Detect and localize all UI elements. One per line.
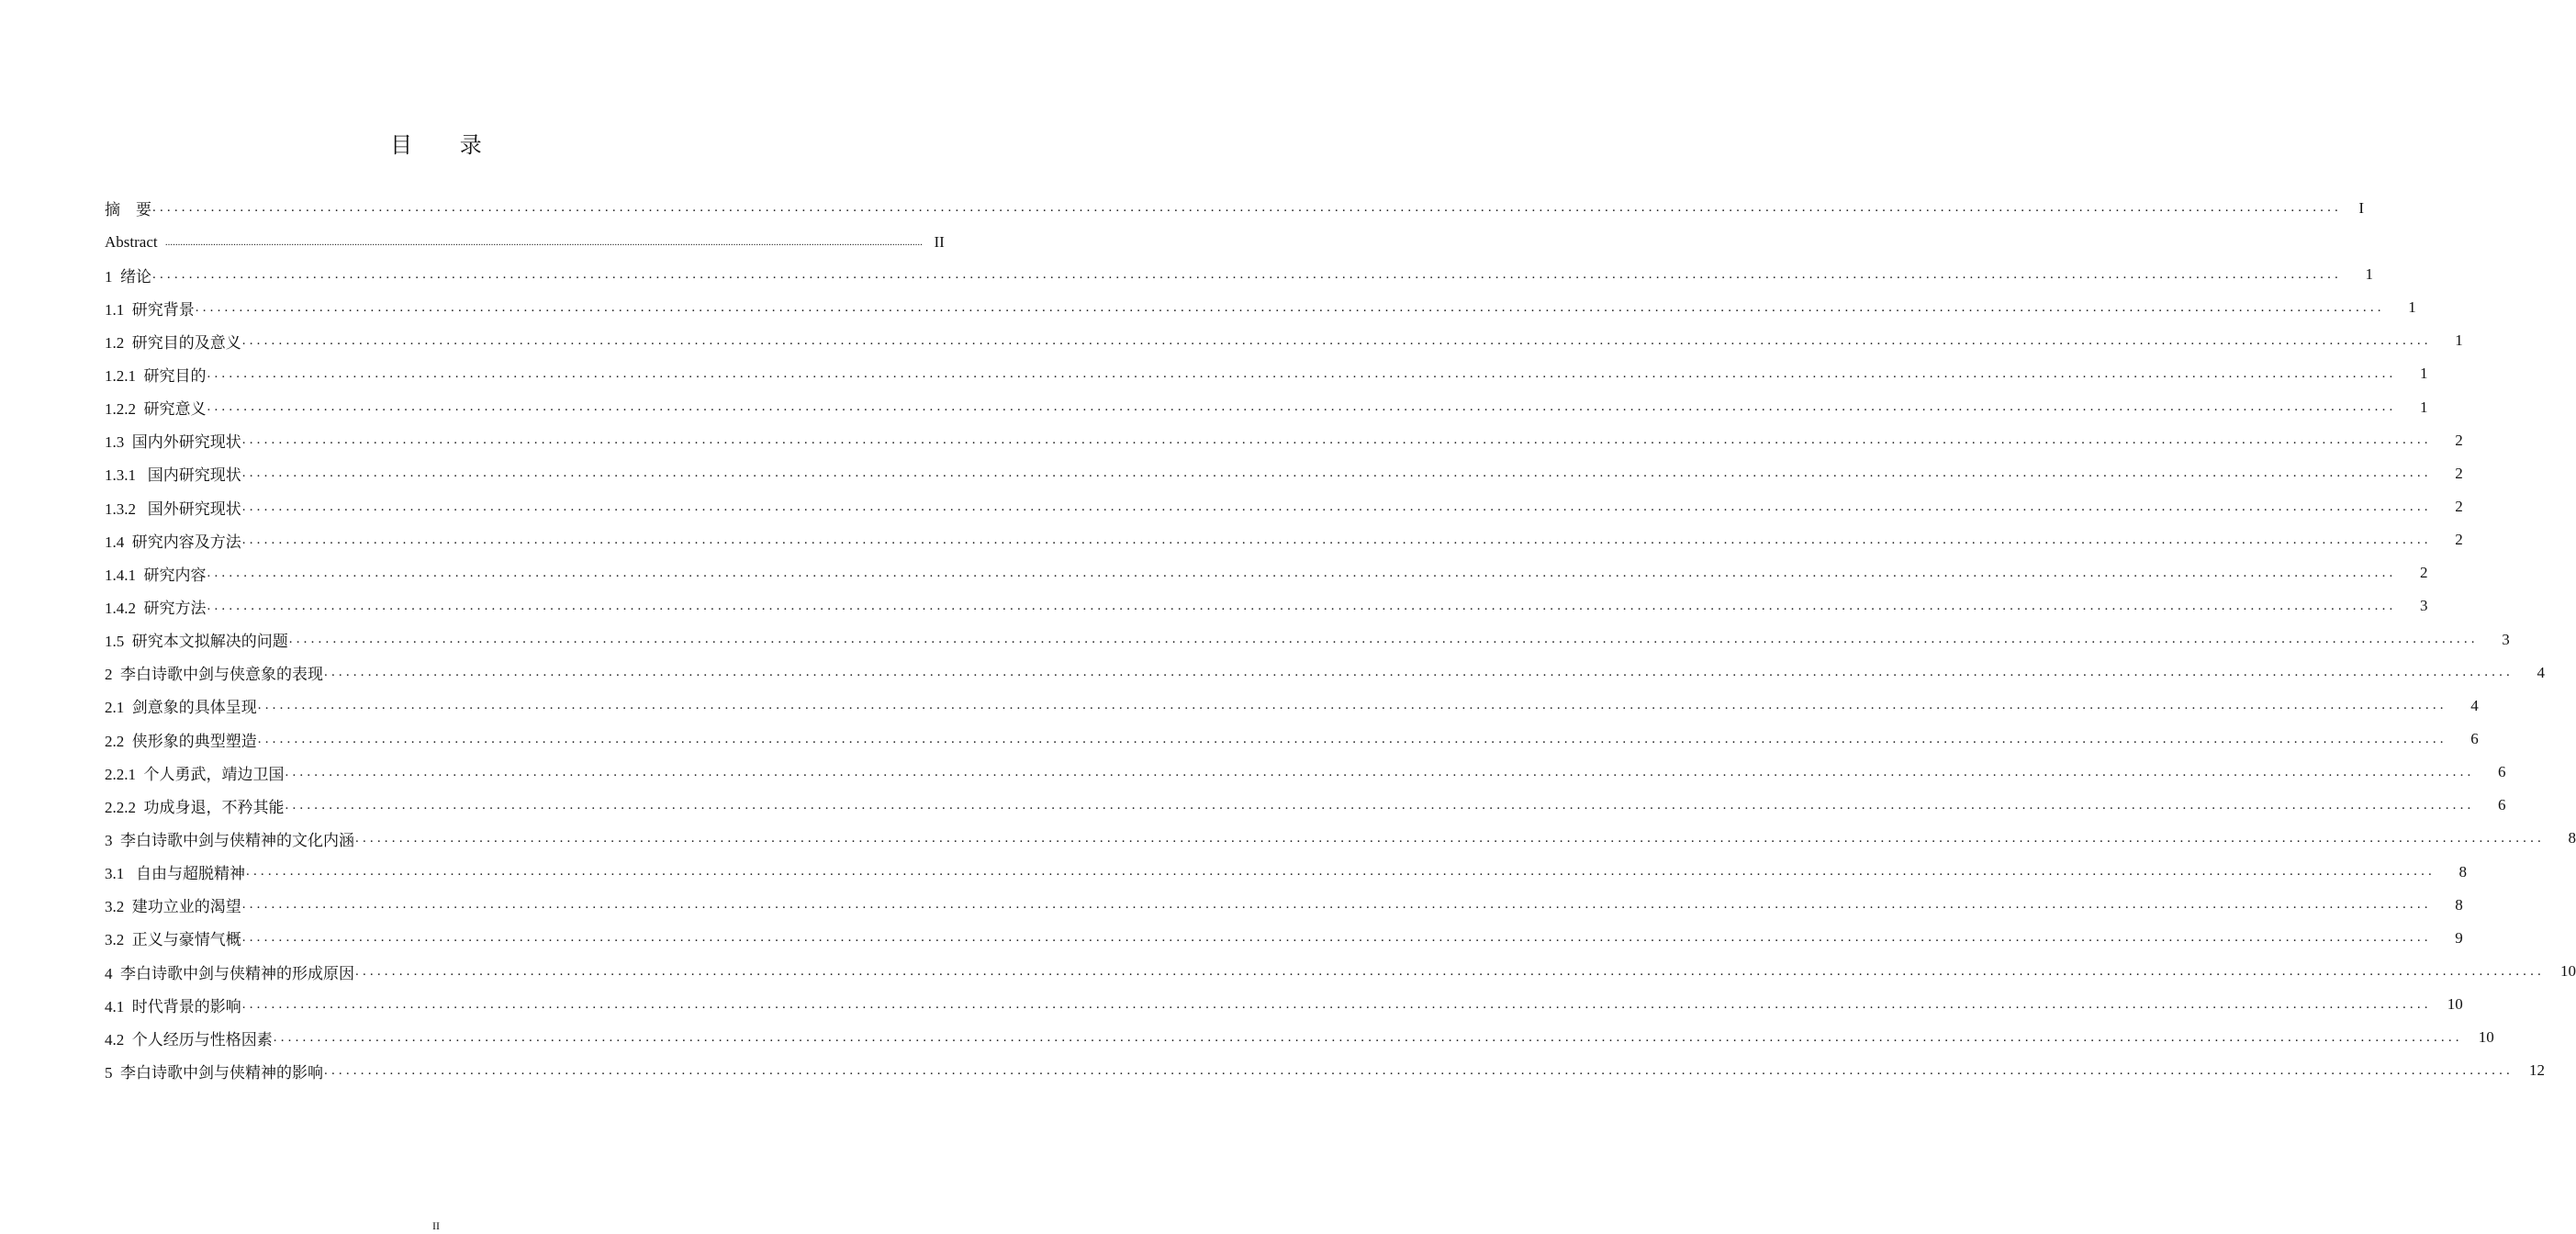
toc-leader-dots: ............................................................................................................................................................................................................................................................................................................: [152, 200, 2342, 215]
toc-leader-dots: ............................................................................................................................................................................................................................................................................................................: [257, 731, 2447, 746]
toc-entry-page: 10: [2447, 995, 2463, 1014]
toc-entry-page: 2: [2455, 464, 2463, 482]
toc-leader-dots: ............................................................................................................................................................................................................................................................................................................: [207, 365, 2397, 381]
toc-leader-dots: ............................................................................................................................................................................................................................................................................................................: [355, 963, 2545, 979]
toc-entry-label: 3 李白诗歌中剑与侠精神的文化内涵: [105, 831, 354, 849]
toc-entry[interactable]: [105, 1054, 2545, 1087]
toc-entry[interactable]: [105, 457, 2463, 490]
toc-entry-page: 2: [2455, 431, 2463, 449]
toc-entry-label: 1.1 研究背景: [105, 300, 195, 319]
toc-entry[interactable]: [105, 756, 2506, 789]
toc-leader-dots: ............................................................................................................................................................................................................................................................................................................: [241, 996, 2432, 1012]
toc-entry[interactable]: [105, 856, 2467, 889]
toc-entry-page: 10: [2560, 962, 2576, 981]
toc-entry-label: 2.2 侠形象的典型塑造: [105, 732, 257, 750]
toc-entry-page: 1: [2420, 398, 2428, 416]
toc-entry[interactable]: [105, 291, 2416, 324]
toc-leader-dots: ............................................................................................................................................................................................................................................................................................................: [241, 897, 2432, 913]
toc-leader-dots: ............................................................................................................................................................................................................................................................................................................: [324, 665, 2514, 680]
toc-leader-dots: ............................................................................................................................................................................................................................................................................................................: [241, 930, 2432, 946]
page-number-footer: II: [432, 1219, 440, 1232]
toc-entry-page: 10: [2478, 1028, 2494, 1047]
toc-entry-page: 12: [2529, 1061, 2545, 1080]
toc-entry-label: 1.3.2 国外研究现状: [105, 499, 241, 518]
toc-leader-dots: ............................................................................................................................................................................................................................................................................................................: [164, 236, 923, 248]
toc-entry[interactable]: [105, 988, 2463, 1021]
toc-entry[interactable]: [105, 922, 2463, 955]
toc-entry[interactable]: [105, 955, 2576, 988]
toc-entry-label: 2.2.2 功成身退，不矜其能: [105, 798, 285, 816]
toc-leader-dots: ............................................................................................................................................................................................................................................................................................................: [355, 830, 2545, 846]
toc-entry[interactable]: [105, 623, 2510, 656]
toc-entry-page: 6: [2498, 796, 2506, 814]
toc-entry[interactable]: [105, 391, 2428, 424]
toc-entry[interactable]: [105, 723, 2479, 756]
toc-entry-page: 8: [2455, 895, 2463, 914]
toc-entry-label: 2.1 剑意象的具体呈现: [105, 699, 257, 717]
toc-entry-page: 4: [2537, 663, 2545, 681]
toc-entry-page: 6: [2498, 763, 2506, 781]
toc-entry-label: 4.1 时代背景的影响: [105, 997, 241, 1015]
toc-entry-label: 1.2.1 研究目的: [105, 366, 207, 385]
toc-title: 目 录: [390, 132, 502, 159]
toc-entry[interactable]: [105, 190, 2364, 226]
toc-entry-label: 1 绪论: [105, 267, 151, 286]
toc-entry-page: II: [934, 232, 945, 251]
toc-entry-page: 3: [2502, 630, 2510, 648]
toc-entry-label: 1.4.2 研究方法: [105, 599, 207, 617]
toc-entry-page: 8: [2458, 862, 2467, 881]
toc-leader-dots: ............................................................................................................................................................................................................................................................................................................: [285, 797, 2475, 813]
toc-leader-dots: ............................................................................................................................................................................................................................................................................................................: [288, 632, 2479, 647]
toc-entry-page: 1: [2455, 331, 2463, 350]
toc-entry[interactable]: [105, 523, 2463, 556]
toc-entry-label: 1.4.1 研究内容: [105, 566, 207, 584]
toc-leader-dots: ............................................................................................................................................................................................................................................................................................................: [207, 565, 2397, 580]
toc-entry[interactable]: [105, 424, 2463, 457]
toc-leader-dots: ............................................................................................................................................................................................................................................................................................................: [285, 764, 2475, 780]
toc-leader-dots: ............................................................................................................................................................................................................................................................................................................: [324, 1062, 2514, 1078]
toc-entry-page: I: [2358, 198, 2364, 217]
toc-entry-page: 8: [2568, 829, 2576, 847]
toc-leader-dots: ............................................................................................................................................................................................................................................................................................................: [257, 698, 2447, 713]
toc-entry-label: 2 李白诗歌中剑与侠意象的表现: [105, 666, 323, 684]
toc-leader-dots: ............................................................................................................................................................................................................................................................................................................: [195, 299, 2385, 315]
toc-entry-label: 4.2 个人经历与性格因素: [105, 1030, 273, 1049]
toc-entry-page: 2: [2455, 531, 2463, 549]
toc-entry-label: 1.2.2 研究意义: [105, 400, 207, 419]
toc-leader-dots: ............................................................................................................................................................................................................................................................................................................: [241, 332, 2432, 348]
toc-entry-label: Abstract: [105, 232, 162, 251]
toc-entry-label: 3.1 自由与超脱精神: [105, 865, 245, 883]
toc-entry[interactable]: [105, 556, 2428, 589]
toc-leader-dots: ............................................................................................................................................................................................................................................................................................................: [241, 499, 2432, 514]
toc-entry-label: 1.3.1 国内研究现状: [105, 466, 241, 485]
toc-leader-dots: ............................................................................................................................................................................................................................................................................................................: [207, 598, 2397, 613]
toc-entry-page: 1: [2420, 365, 2428, 383]
toc-entry-page: 2: [2455, 498, 2463, 516]
toc-leader-dots: ............................................................................................................................................................................................................................................................................................................: [241, 532, 2432, 547]
toc-entry[interactable]: [105, 357, 2428, 390]
table-of-contents: [105, 190, 2576, 1088]
toc-entry[interactable]: [105, 1021, 2494, 1054]
toc-entry[interactable]: [105, 258, 2373, 291]
toc-entry-page: 3: [2420, 597, 2428, 615]
toc-entry-page: 4: [2470, 696, 2479, 714]
toc-entry-label: 3.2 建功立业的渴望: [105, 898, 241, 916]
toc-entry[interactable]: [105, 589, 2428, 623]
toc-leader-dots: ............................................................................................................................................................................................................................................................................................................: [246, 864, 2436, 880]
toc-entry-label: 1.2 研究目的及意义: [105, 333, 241, 352]
toc-leader-dots: ............................................................................................................................................................................................................................................................................................................: [241, 432, 2432, 448]
toc-entry[interactable]: [105, 889, 2463, 922]
toc-entry[interactable]: [105, 822, 2576, 855]
toc-entry-label: 3.2 正义与豪情气概: [105, 931, 241, 949]
toc-entry-page: 2: [2420, 564, 2428, 582]
toc-entry[interactable]: [105, 789, 2506, 822]
toc-entry[interactable]: [105, 490, 2463, 523]
toc-entry-page: 1: [2365, 265, 2373, 284]
toc-entry-label: 1.4 研究内容及方法: [105, 533, 241, 551]
toc-leader-dots: ............................................................................................................................................................................................................................................................................................................: [273, 1029, 2463, 1045]
toc-entry-label: 摘 要: [105, 201, 151, 219]
toc-entry[interactable]: [105, 690, 2479, 723]
toc-entry-page: 6: [2470, 730, 2479, 748]
toc-entry-label: 5 李白诗歌中剑与侠精神的影响: [105, 1063, 323, 1082]
toc-leader-dots: ............................................................................................................................................................................................................................................................................................................: [152, 266, 2342, 282]
toc-entry-label: 4 李白诗歌中剑与侠精神的形成原因: [105, 964, 354, 982]
toc-entry-label: 2.2.1 个人勇武，靖边卫国: [105, 765, 285, 783]
toc-entry[interactable]: [105, 324, 2463, 357]
toc-entry-label: 1.3 国内外研究现状: [105, 433, 241, 452]
toc-entry[interactable]: [105, 656, 2545, 690]
toc-leader-dots: ............................................................................................................................................................................................................................................................................................................: [241, 466, 2432, 481]
toc-leader-dots: ............................................................................................................................................................................................................................................................................................................: [207, 399, 2397, 415]
toc-entry[interactable]: [105, 226, 945, 258]
toc-entry-page: 9: [2455, 928, 2463, 947]
toc-entry-page: 1: [2408, 298, 2416, 317]
toc-entry-label: 1.5 研究本文拟解决的问题: [105, 633, 288, 651]
